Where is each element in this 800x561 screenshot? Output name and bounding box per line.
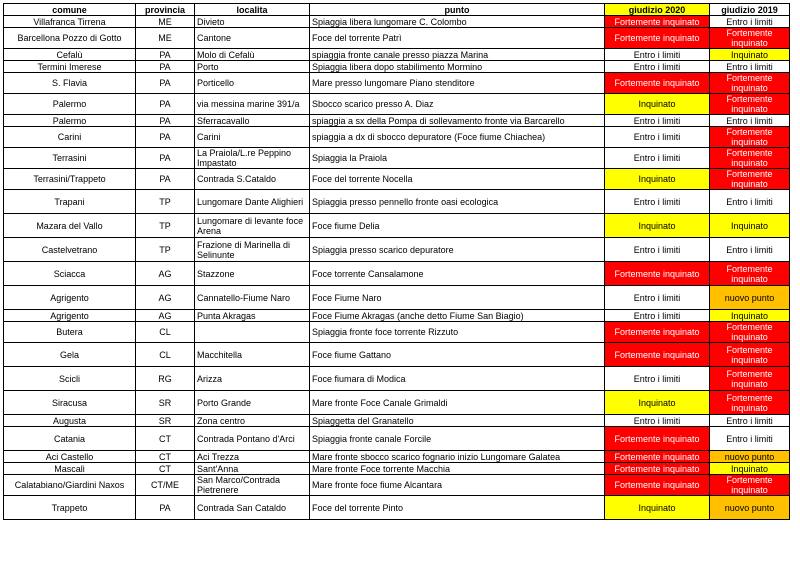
comune-cell: Mazara del Vallo bbox=[4, 214, 136, 238]
provincia-cell: PA bbox=[136, 148, 195, 169]
giudizio-2020-cell: Entro i limiti bbox=[605, 415, 710, 427]
localita-cell: Contrada San Cataldo bbox=[195, 496, 310, 520]
localita-cell: Divieto bbox=[195, 16, 310, 28]
giudizio-2020-cell: Fortemente inquinato bbox=[605, 262, 710, 286]
water-quality-table-container bbox=[3, 3, 790, 520]
table-row bbox=[4, 415, 790, 427]
giudizio-2019-cell: Entro i limiti bbox=[710, 427, 790, 451]
provincia-cell: AG bbox=[136, 310, 195, 322]
giudizio-2020-cell: Fortemente inquinato bbox=[605, 322, 710, 343]
provincia-cell: CT bbox=[136, 427, 195, 451]
punto-cell: Spiaggetta del Granatello bbox=[310, 415, 605, 427]
provincia-cell: CL bbox=[136, 322, 195, 343]
comune-cell: Barcellona Pozzo di Gotto bbox=[4, 28, 136, 49]
column-header-provincia: provincia bbox=[136, 4, 195, 16]
comune-cell: Siracusa bbox=[4, 391, 136, 415]
giudizio-2020-cell: Inquinato bbox=[605, 169, 710, 190]
localita-cell: via messina marine 391/a bbox=[195, 94, 310, 115]
table-row bbox=[4, 115, 790, 127]
giudizio-2020-cell: Fortemente inquinato bbox=[605, 475, 710, 496]
comune-cell: Catania bbox=[4, 427, 136, 451]
provincia-cell: ME bbox=[136, 16, 195, 28]
column-header-giudizio-2020: giudizio 2020 bbox=[605, 4, 710, 16]
provincia-cell: RG bbox=[136, 367, 195, 391]
table-body bbox=[4, 16, 790, 520]
table-row bbox=[4, 94, 790, 115]
table-row bbox=[4, 190, 790, 214]
comune-cell: Trappeto bbox=[4, 496, 136, 520]
provincia-cell: CL bbox=[136, 343, 195, 367]
punto-cell: Foce fiume Delia bbox=[310, 214, 605, 238]
localita-cell: Cannatello-Fiume Naro bbox=[195, 286, 310, 310]
giudizio-2020-cell: Entro i limiti bbox=[605, 238, 710, 262]
punto-cell: Spiaggia fronte canale Forcile bbox=[310, 427, 605, 451]
punto-cell: Foce del torrente Pinto bbox=[310, 496, 605, 520]
comune-cell: Carini bbox=[4, 127, 136, 148]
giudizio-2019-cell: Inquinato bbox=[710, 310, 790, 322]
table-row bbox=[4, 238, 790, 262]
provincia-cell: TP bbox=[136, 190, 195, 214]
giudizio-2020-cell: Entro i limiti bbox=[605, 286, 710, 310]
provincia-cell: PA bbox=[136, 94, 195, 115]
giudizio-2019-cell: Entro i limiti bbox=[710, 190, 790, 214]
table-row bbox=[4, 496, 790, 520]
table-row bbox=[4, 343, 790, 367]
localita-cell: Contrada Pontano d'Arci bbox=[195, 427, 310, 451]
column-header-localita: localita bbox=[195, 4, 310, 16]
giudizio-2020-cell: Entro i limiti bbox=[605, 127, 710, 148]
table-row bbox=[4, 16, 790, 28]
provincia-cell: PA bbox=[136, 61, 195, 73]
giudizio-2020-cell: Fortemente inquinato bbox=[605, 427, 710, 451]
localita-cell: Contrada S.Cataldo bbox=[195, 169, 310, 190]
punto-cell: Foce del torrente Patrì bbox=[310, 28, 605, 49]
localita-cell: Zona centro bbox=[195, 415, 310, 427]
giudizio-2020-cell: Fortemente inquinato bbox=[605, 16, 710, 28]
comune-cell: Termini Imerese bbox=[4, 61, 136, 73]
giudizio-2019-cell: Fortemente inquinato bbox=[710, 73, 790, 94]
giudizio-2020-cell: Inquinato bbox=[605, 496, 710, 520]
giudizio-2020-cell: Fortemente inquinato bbox=[605, 451, 710, 463]
comune-cell: Villafranca Tirrena bbox=[4, 16, 136, 28]
comune-cell: Augusta bbox=[4, 415, 136, 427]
table-row bbox=[4, 49, 790, 61]
giudizio-2020-cell: Entro i limiti bbox=[605, 49, 710, 61]
localita-cell: Porto Grande bbox=[195, 391, 310, 415]
punto-cell: Foce fiumara di Modica bbox=[310, 367, 605, 391]
localita-cell: Frazione di Marinella di Selinunte bbox=[195, 238, 310, 262]
localita-cell: La Praiola/L.re Peppino Impastato bbox=[195, 148, 310, 169]
punto-cell: Mare fronte sbocco scarico fognario inizio Lungomare Galatea bbox=[310, 451, 605, 463]
giudizio-2019-cell: Entro i limiti bbox=[710, 16, 790, 28]
giudizio-2019-cell: Entro i limiti bbox=[710, 415, 790, 427]
giudizio-2019-cell: Inquinato bbox=[710, 463, 790, 475]
punto-cell: Mare fronte Foce torrente Macchia bbox=[310, 463, 605, 475]
giudizio-2020-cell: Fortemente inquinato bbox=[605, 343, 710, 367]
header-row bbox=[4, 4, 790, 16]
giudizio-2019-cell: Entro i limiti bbox=[710, 238, 790, 262]
table-row bbox=[4, 73, 790, 94]
giudizio-2020-cell: Entro i limiti bbox=[605, 61, 710, 73]
comune-cell: Palermo bbox=[4, 115, 136, 127]
provincia-cell: AG bbox=[136, 286, 195, 310]
giudizio-2019-cell: Entro i limiti bbox=[710, 115, 790, 127]
giudizio-2020-cell: Entro i limiti bbox=[605, 190, 710, 214]
comune-cell: Butera bbox=[4, 322, 136, 343]
giudizio-2019-cell: nuovo punto bbox=[710, 286, 790, 310]
provincia-cell: CT bbox=[136, 463, 195, 475]
provincia-cell: PA bbox=[136, 169, 195, 190]
provincia-cell: AG bbox=[136, 262, 195, 286]
table-row bbox=[4, 127, 790, 148]
punto-cell: Foce del torrente Nocella bbox=[310, 169, 605, 190]
table-row bbox=[4, 451, 790, 463]
localita-cell: Porticello bbox=[195, 73, 310, 94]
punto-cell: Spiaggia presso scarico depuratore bbox=[310, 238, 605, 262]
localita-cell: Sferracavallo bbox=[195, 115, 310, 127]
punto-cell: Mare fronte foce fiume Alcantara bbox=[310, 475, 605, 496]
provincia-cell: CT/ME bbox=[136, 475, 195, 496]
punto-cell: Foce fiume Gattano bbox=[310, 343, 605, 367]
localita-cell: Molo di Cefalù bbox=[195, 49, 310, 61]
provincia-cell: TP bbox=[136, 214, 195, 238]
localita-cell: Sant'Anna bbox=[195, 463, 310, 475]
giudizio-2019-cell: Fortemente inquinato bbox=[710, 322, 790, 343]
punto-cell: Spiaggia la Praiola bbox=[310, 148, 605, 169]
table-row bbox=[4, 322, 790, 343]
localita-cell: Punta Akragas bbox=[195, 310, 310, 322]
localita-cell: San Marco/Contrada Pietrenere bbox=[195, 475, 310, 496]
comune-cell: Calatabiano/Giardini Naxos bbox=[4, 475, 136, 496]
localita-cell: Aci Trezza bbox=[195, 451, 310, 463]
punto-cell: Mare fronte Foce Canale Grimaldi bbox=[310, 391, 605, 415]
comune-cell: Palermo bbox=[4, 94, 136, 115]
punto-cell: Foce torrente Cansalamone bbox=[310, 262, 605, 286]
table-row bbox=[4, 214, 790, 238]
table-row bbox=[4, 463, 790, 475]
table-row bbox=[4, 262, 790, 286]
table-row bbox=[4, 61, 790, 73]
punto-cell: spiaggia a dx di sbocco depuratore (Foce fiume Chiachea) bbox=[310, 127, 605, 148]
giudizio-2020-cell: Entro i limiti bbox=[605, 115, 710, 127]
giudizio-2020-cell: Entro i limiti bbox=[605, 148, 710, 169]
giudizio-2019-cell: Fortemente inquinato bbox=[710, 94, 790, 115]
punto-cell: Spiaggia fronte foce torrente Rizzuto bbox=[310, 322, 605, 343]
provincia-cell: CT bbox=[136, 451, 195, 463]
giudizio-2020-cell: Entro i limiti bbox=[605, 367, 710, 391]
comune-cell: Gela bbox=[4, 343, 136, 367]
giudizio-2019-cell: nuovo punto bbox=[710, 451, 790, 463]
provincia-cell: PA bbox=[136, 73, 195, 94]
table-row bbox=[4, 310, 790, 322]
comune-cell: Agrigento bbox=[4, 310, 136, 322]
giudizio-2020-cell: Inquinato bbox=[605, 94, 710, 115]
giudizio-2020-cell: Fortemente inquinato bbox=[605, 463, 710, 475]
giudizio-2019-cell: Fortemente inquinato bbox=[710, 391, 790, 415]
localita-cell: Cantone bbox=[195, 28, 310, 49]
comune-cell: Terrasini bbox=[4, 148, 136, 169]
localita-cell: Lungomare Dante Alighieri bbox=[195, 190, 310, 214]
punto-cell: Mare presso lungomare Piano stenditore bbox=[310, 73, 605, 94]
provincia-cell: TP bbox=[136, 238, 195, 262]
giudizio-2020-cell: Inquinato bbox=[605, 391, 710, 415]
giudizio-2019-cell: Entro i limiti bbox=[710, 61, 790, 73]
provincia-cell: PA bbox=[136, 49, 195, 61]
comune-cell: Castelvetrano bbox=[4, 238, 136, 262]
provincia-cell: ME bbox=[136, 28, 195, 49]
giudizio-2019-cell: Fortemente inquinato bbox=[710, 475, 790, 496]
giudizio-2019-cell: Fortemente inquinato bbox=[710, 169, 790, 190]
table-row bbox=[4, 148, 790, 169]
provincia-cell: PA bbox=[136, 115, 195, 127]
comune-cell: Sciacca bbox=[4, 262, 136, 286]
giudizio-2020-cell: Fortemente inquinato bbox=[605, 73, 710, 94]
column-header-giudizio-2019: giudizio 2019 bbox=[710, 4, 790, 16]
giudizio-2020-cell: Entro i limiti bbox=[605, 310, 710, 322]
localita-cell bbox=[195, 322, 310, 343]
giudizio-2019-cell: Inquinato bbox=[710, 49, 790, 61]
giudizio-2019-cell: Fortemente inquinato bbox=[710, 127, 790, 148]
table-row bbox=[4, 391, 790, 415]
giudizio-2019-cell: Fortemente inquinato bbox=[710, 28, 790, 49]
giudizio-2020-cell: Inquinato bbox=[605, 214, 710, 238]
localita-cell: Stazzone bbox=[195, 262, 310, 286]
table-row bbox=[4, 367, 790, 391]
comune-cell: Agrigento bbox=[4, 286, 136, 310]
punto-cell: Foce Fiume Akragas (anche detto Fiume San Biagio) bbox=[310, 310, 605, 322]
punto-cell: spiaggia fronte canale presso piazza Marina bbox=[310, 49, 605, 61]
provincia-cell: PA bbox=[136, 127, 195, 148]
punto-cell: Spiaggia presso pennello fronte oasi ecologica bbox=[310, 190, 605, 214]
punto-cell: Sbocco scarico presso A. Diaz bbox=[310, 94, 605, 115]
localita-cell: Porto bbox=[195, 61, 310, 73]
provincia-cell: SR bbox=[136, 415, 195, 427]
comune-cell: S. Flavia bbox=[4, 73, 136, 94]
table-row bbox=[4, 475, 790, 496]
localita-cell: Arizza bbox=[195, 367, 310, 391]
comune-cell: Trapani bbox=[4, 190, 136, 214]
giudizio-2019-cell: Fortemente inquinato bbox=[710, 343, 790, 367]
water-quality-table bbox=[3, 3, 790, 520]
punto-cell: Spiaggia libera dopo stabilimento Mormino bbox=[310, 61, 605, 73]
giudizio-2020-cell: Fortemente inquinato bbox=[605, 28, 710, 49]
giudizio-2019-cell: nuovo punto bbox=[710, 496, 790, 520]
giudizio-2019-cell: Fortemente inquinato bbox=[710, 262, 790, 286]
comune-cell: Cefalù bbox=[4, 49, 136, 61]
table-row bbox=[4, 286, 790, 310]
provincia-cell: PA bbox=[136, 496, 195, 520]
giudizio-2019-cell: Fortemente inquinato bbox=[710, 367, 790, 391]
column-header-punto: punto bbox=[310, 4, 605, 16]
punto-cell: Foce Fiume Naro bbox=[310, 286, 605, 310]
table-row bbox=[4, 427, 790, 451]
table-row bbox=[4, 28, 790, 49]
punto-cell: spiaggia a sx della Pompa di sollevamento fronte via Barcarello bbox=[310, 115, 605, 127]
localita-cell: Macchitella bbox=[195, 343, 310, 367]
punto-cell: Spiaggia libera lungomare C. Colombo bbox=[310, 16, 605, 28]
column-header-comune: comune bbox=[4, 4, 136, 16]
localita-cell: Carini bbox=[195, 127, 310, 148]
comune-cell: Scicli bbox=[4, 367, 136, 391]
table-row bbox=[4, 169, 790, 190]
provincia-cell: SR bbox=[136, 391, 195, 415]
localita-cell: Lungomare di levante foce Arena bbox=[195, 214, 310, 238]
comune-cell: Mascali bbox=[4, 463, 136, 475]
comune-cell: Terrasini/Trappeto bbox=[4, 169, 136, 190]
giudizio-2019-cell: Inquinato bbox=[710, 214, 790, 238]
giudizio-2019-cell: Fortemente inquinato bbox=[710, 148, 790, 169]
comune-cell: Aci Castello bbox=[4, 451, 136, 463]
